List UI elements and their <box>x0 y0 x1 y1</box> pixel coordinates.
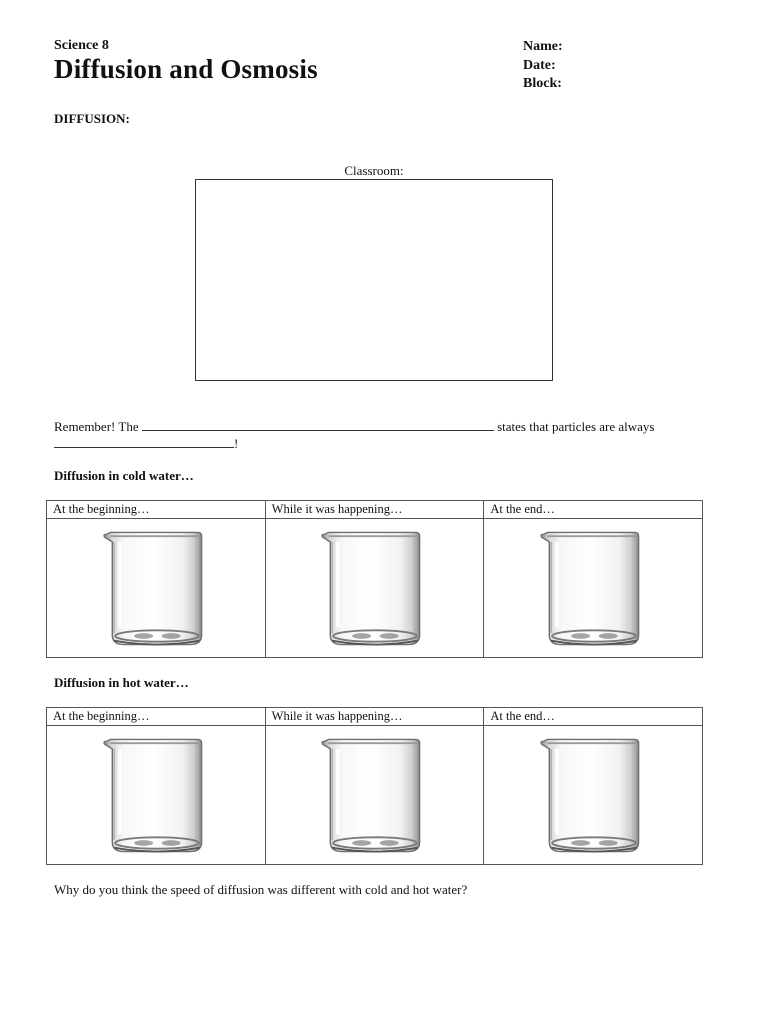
hot-cell-happening[interactable] <box>265 726 484 865</box>
cold-water-heading: Diffusion in cold water… <box>54 468 194 483</box>
hot-cell-beginning[interactable] <box>47 726 266 865</box>
cold-water-table <box>46 500 703 658</box>
hot-col-happening: While it was happening… <box>265 708 484 726</box>
classroom-drawing-box[interactable] <box>195 179 553 381</box>
remember-suffix: ! <box>234 436 239 451</box>
question-text: Why do you think the speed of diffusion was different with cold and hot water? <box>54 882 468 897</box>
block-label: Block: <box>523 76 562 91</box>
cold-cell-happening[interactable] <box>265 519 484 658</box>
cold-col-happening: While it was happening… <box>265 501 484 519</box>
hot-cell-end[interactable] <box>484 726 703 865</box>
diffusion-section-label: DIFFUSION: <box>54 111 130 126</box>
hot-col-end: At the end… <box>484 708 703 726</box>
beaker-icon <box>99 734 213 856</box>
beaker-icon <box>317 734 431 856</box>
remember-prefix: Remember! The <box>54 419 139 434</box>
beaker-icon <box>536 734 650 856</box>
remember-middle: states that particles are always <box>497 419 655 434</box>
beaker-icon <box>317 527 431 649</box>
cold-cell-beginning[interactable] <box>47 519 266 658</box>
hot-water-heading: Diffusion in hot water… <box>54 675 189 690</box>
cold-cell-end[interactable] <box>484 519 703 658</box>
theory-blank[interactable] <box>142 419 494 431</box>
always-blank[interactable] <box>54 436 234 448</box>
course-label: Science 8 <box>54 38 109 53</box>
hot-water-table <box>46 707 703 865</box>
classroom-label: Classroom: <box>344 163 404 178</box>
date-label: Date: <box>523 57 556 73</box>
cold-col-beginning: At the beginning… <box>47 501 266 519</box>
name-label: Name: <box>523 39 563 54</box>
beaker-icon <box>536 527 650 649</box>
remember-sentence <box>54 418 704 452</box>
student-info <box>523 38 563 94</box>
page-title: Diffusion and Osmosis <box>54 54 318 84</box>
beaker-icon <box>99 527 213 649</box>
cold-col-end: At the end… <box>484 501 703 519</box>
hot-col-beginning: At the beginning… <box>47 708 266 726</box>
